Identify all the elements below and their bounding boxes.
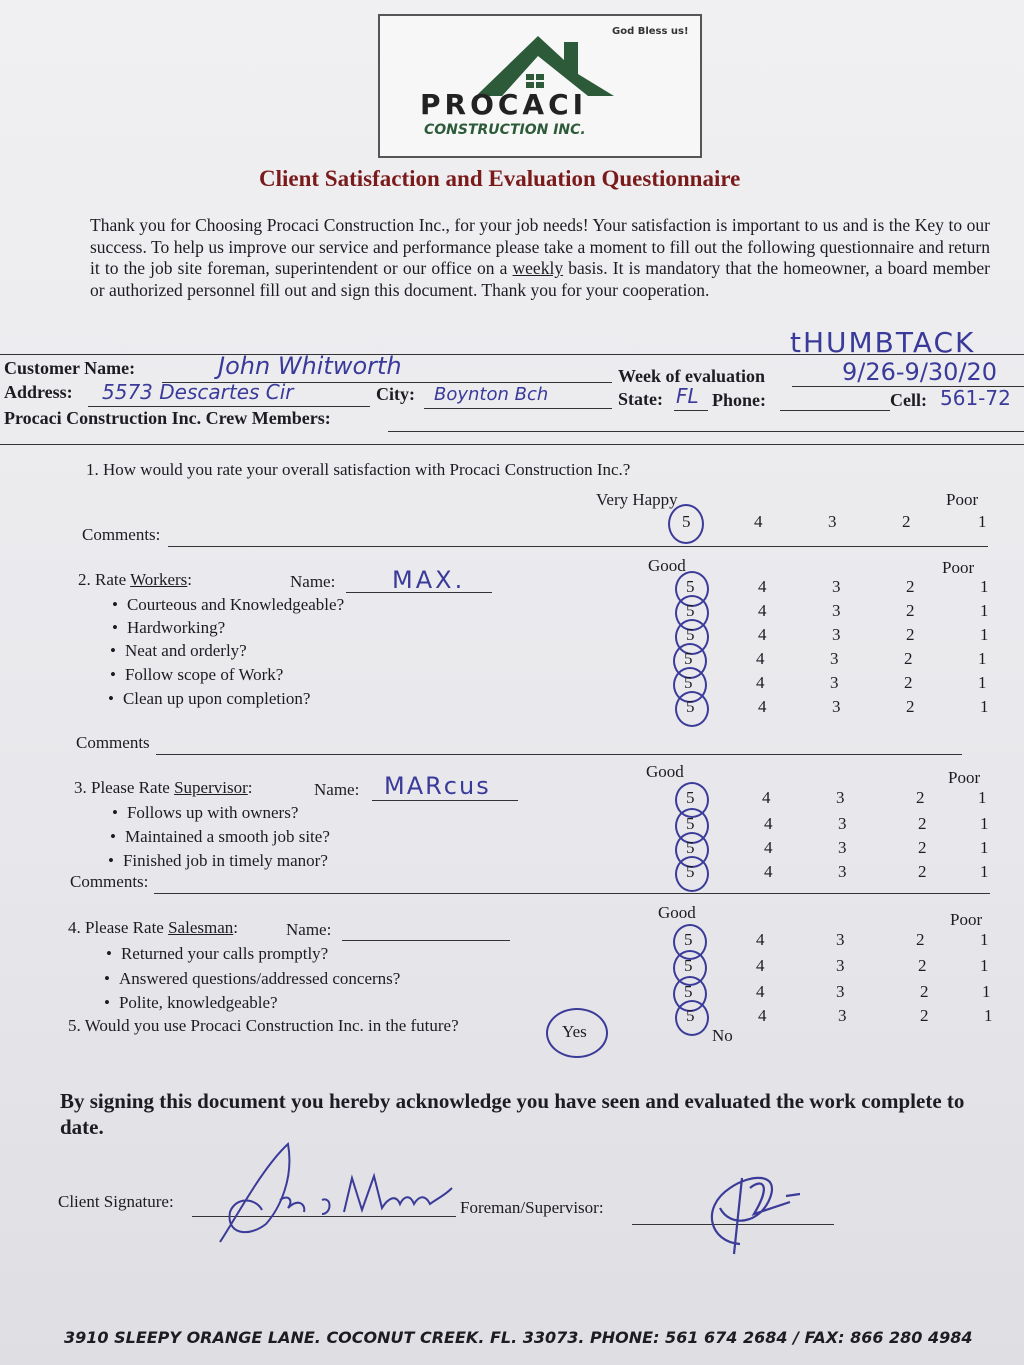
signing-statement: By signing this document you hereby acknowledge you have seen and evaluated the work complete to date.	[60, 1089, 965, 1139]
q3-item: • Follows up with owners?	[112, 803, 298, 823]
q2-rating-5[interactable]: 5	[686, 577, 695, 596]
q3-comments-line[interactable]	[154, 893, 990, 894]
foreman-label: Foreman/Supervisor:	[460, 1198, 604, 1217]
q2-rating-4[interactable]: 4	[756, 673, 765, 692]
q4-rating-4[interactable]: 4	[756, 982, 765, 1001]
q2-rating-1[interactable]: 1	[978, 649, 987, 668]
city-line	[424, 408, 612, 409]
q3-rating-2[interactable]: 2	[918, 862, 927, 881]
q4-high-label: Good	[658, 903, 696, 922]
week-value[interactable]: 9/26-9/30/20	[842, 358, 998, 386]
yes-selection-circle	[546, 1008, 608, 1058]
logo-company-name: PROCACI	[420, 88, 588, 121]
q1-low-label: Poor	[946, 490, 979, 509]
q2-rating-4[interactable]: 4	[758, 697, 767, 716]
q1-comments-line[interactable]	[168, 546, 988, 547]
cell-label: Cell:	[890, 390, 927, 410]
q4-item: • Returned your calls promptly?	[106, 944, 328, 964]
q2-item: • Courteous and Knowledgeable?	[112, 595, 344, 615]
q4-rating-3[interactable]: 3	[838, 1006, 847, 1025]
q4-item: • Polite, knowledgeable?	[104, 993, 278, 1013]
q2-rating-2[interactable]: 2	[906, 625, 915, 644]
q2-rating-4[interactable]: 4	[758, 577, 767, 596]
q1-rating-1[interactable]: 1	[978, 512, 987, 531]
q3-rating-4[interactable]: 4	[764, 862, 773, 881]
q3-rating-4[interactable]: 4	[764, 838, 773, 857]
q2-high-label: Good	[648, 556, 686, 575]
q4-name-label: Name:	[286, 920, 332, 939]
q3-rating-3[interactable]: 3	[838, 838, 847, 857]
logo-tagline: God Bless us!	[612, 26, 689, 37]
q3-rating-1[interactable]: 1	[978, 788, 987, 807]
q3-rating-3[interactable]: 3	[838, 814, 847, 833]
city-value[interactable]: Boynton Bch	[434, 384, 549, 405]
q2-item: • Follow scope of Work?	[110, 665, 283, 685]
q3-rating-5[interactable]: 5	[686, 862, 695, 881]
q3-item: • Finished job in timely manor?	[108, 851, 328, 871]
q2-rating-3[interactable]: 3	[832, 625, 841, 644]
q4-rating-1[interactable]: 1	[982, 982, 991, 1001]
logo-subtitle: CONSTRUCTION INC.	[424, 122, 586, 138]
q1-rating-5[interactable]: 5	[682, 512, 691, 531]
q3-rating-4[interactable]: 4	[762, 788, 771, 807]
selected-rating-circle	[675, 856, 709, 892]
q1-high-label: Very Happy	[596, 490, 678, 509]
q4-rating-2[interactable]: 2	[916, 930, 925, 949]
q2-item: • Clean up upon completion?	[108, 689, 310, 709]
q4-rating-2[interactable]: 2	[920, 982, 929, 1001]
q4-rating-1[interactable]: 1	[984, 1006, 993, 1025]
state-value[interactable]: FL	[676, 384, 699, 408]
q4-rating-5[interactable]: 5	[686, 1006, 695, 1025]
q3-low-label: Poor	[948, 768, 981, 787]
week-label: Week of evaluation	[618, 366, 765, 386]
q2-item: • Hardworking?	[112, 618, 225, 638]
q1-rating-2[interactable]: 2	[902, 512, 911, 531]
page-title: Client Satisfaction and Evaluation Questionnaire	[259, 166, 741, 191]
q3-text: 3. Please Rate Supervisor:	[74, 778, 253, 797]
q2-rating-5[interactable]: 5	[686, 601, 695, 620]
phone-line	[780, 410, 890, 411]
q4-rating-3[interactable]: 3	[836, 956, 845, 975]
q2-rating-2[interactable]: 2	[904, 673, 913, 692]
q3-item: • Maintained a smooth job site?	[110, 827, 330, 847]
q5-text: 5. Would you use Procaci Construction Inc. in the future?	[68, 1016, 459, 1035]
q2-comments-label: Comments	[76, 733, 150, 752]
q4-rating-1[interactable]: 1	[980, 930, 989, 949]
divider	[0, 444, 1024, 445]
state-label: State:	[618, 389, 663, 409]
q2-rating-1[interactable]: 1	[980, 697, 989, 716]
q3-name-label: Name:	[314, 780, 360, 799]
q1-comments-label: Comments:	[82, 525, 161, 544]
client-signature-image	[196, 1138, 476, 1248]
divider	[0, 354, 1024, 355]
q4-rating-5[interactable]: 5	[684, 930, 693, 949]
q3-rating-5[interactable]: 5	[686, 838, 695, 857]
q4-rating-5[interactable]: 5	[684, 982, 693, 1001]
q2-rating-1[interactable]: 1	[978, 673, 987, 692]
q2-rating-1[interactable]: 1	[980, 601, 989, 620]
phone-label: Phone:	[712, 390, 766, 410]
q4-item: • Answered questions/addressed concerns?	[104, 969, 400, 989]
q2-low-label: Poor	[942, 558, 975, 577]
selected-rating-circle	[675, 691, 709, 727]
q3-rating-3[interactable]: 3	[836, 788, 845, 807]
q2-rating-2[interactable]: 2	[904, 649, 913, 668]
q2-rating-3[interactable]: 3	[832, 697, 841, 716]
q4-rating-4[interactable]: 4	[756, 956, 765, 975]
q3-rating-1[interactable]: 1	[980, 838, 989, 857]
q2-rating-4[interactable]: 4	[758, 625, 767, 644]
q3-rating-2[interactable]: 2	[918, 838, 927, 857]
selected-rating-circle	[675, 1000, 709, 1036]
q2-rating-2[interactable]: 2	[906, 577, 915, 596]
crew-line	[388, 431, 1024, 432]
q3-rating-1[interactable]: 1	[980, 862, 989, 881]
q3-rating-2[interactable]: 2	[916, 788, 925, 807]
company-logo	[378, 14, 702, 158]
q2-rating-2[interactable]: 2	[906, 601, 915, 620]
q3-rating-1[interactable]: 1	[980, 814, 989, 833]
q4-name-line[interactable]	[342, 940, 510, 941]
q3-rating-3[interactable]: 3	[838, 862, 847, 881]
q2-rating-5[interactable]: 5	[686, 625, 695, 644]
q2-comments-line[interactable]	[156, 754, 962, 755]
q2-rating-5[interactable]: 5	[684, 673, 693, 692]
state-line	[674, 410, 708, 411]
address-value[interactable]: 5573 Descartes Cir	[102, 380, 294, 404]
q2-name-value[interactable]: MAX.	[392, 566, 466, 594]
q2-rating-3[interactable]: 3	[830, 673, 839, 692]
q4-rating-4[interactable]: 4	[758, 1006, 767, 1025]
q2-rating-5[interactable]: 5	[684, 649, 693, 668]
q2-rating-4[interactable]: 4	[756, 649, 765, 668]
q4-rating-2[interactable]: 2	[920, 1006, 929, 1025]
address-label: Address:	[4, 382, 73, 402]
q1-rating-4[interactable]: 4	[754, 512, 763, 531]
customer-name-value[interactable]: John Whitworth	[218, 352, 402, 380]
q5-yes-option[interactable]: Yes	[562, 1022, 587, 1041]
q2-rating-1[interactable]: 1	[980, 625, 989, 644]
q2-rating-3[interactable]: 3	[830, 649, 839, 668]
q3-name-line	[372, 800, 518, 801]
handwritten-note: tHUMBTACK	[790, 326, 976, 359]
q3-rating-2[interactable]: 2	[918, 814, 927, 833]
q4-rating-5[interactable]: 5	[684, 956, 693, 975]
q3-name-value[interactable]: MARcus	[384, 772, 491, 800]
q4-rating-3[interactable]: 3	[836, 982, 845, 1001]
q2-item: • Neat and orderly?	[110, 641, 247, 661]
cell-value[interactable]: 561-72	[940, 386, 1011, 410]
q4-rating-4[interactable]: 4	[756, 930, 765, 949]
intro-paragraph: Thank you for Choosing Procaci Construction Inc., for your job needs! Your satisfaction is important to us and is the Key to our success. To help us improve our service and performance please take a moment to fill out the following questionnaire and return it to the job site foreman, superintendent or our office on a weekly basis. It is mandatory that the homeowner, a board member or authorized personnel fill out and sign this document. Thank you for your cooperation.	[90, 215, 990, 300]
q4-text: 4. Please Rate Salesman:	[68, 918, 238, 937]
customer-name-label: Customer Name:	[4, 358, 136, 378]
q3-comments-label: Comments:	[70, 872, 149, 891]
client-signature-label: Client Signature:	[58, 1192, 174, 1211]
selected-rating-circle	[668, 504, 704, 544]
q2-rating-3[interactable]: 3	[832, 577, 841, 596]
q5-no-option[interactable]: No	[712, 1026, 733, 1045]
q2-rating-2[interactable]: 2	[906, 697, 915, 716]
q4-rating-3[interactable]: 3	[836, 930, 845, 949]
city-label: City:	[376, 384, 415, 404]
q2-rating-1[interactable]: 1	[980, 577, 989, 596]
address-line	[88, 406, 370, 407]
q3-rating-5[interactable]: 5	[686, 814, 695, 833]
q4-rating-1[interactable]: 1	[980, 956, 989, 975]
q3-rating-4[interactable]: 4	[764, 814, 773, 833]
q2-rating-3[interactable]: 3	[832, 601, 841, 620]
foreman-signature-image	[690, 1158, 810, 1258]
q2-text: 2. Rate Workers:	[78, 570, 193, 589]
q2-name-label: Name:	[290, 572, 336, 591]
q2-rating-5[interactable]: 5	[686, 697, 695, 716]
crew-label: Procaci Construction Inc. Crew Members:	[4, 408, 331, 428]
footer-address: 3910 SLEEPY ORANGE LANE. COCONUT CREEK. FL. 33073. PHONE: 561 674 2684 / FAX: 866 280 4984	[64, 1328, 973, 1347]
q2-rating-4[interactable]: 4	[758, 601, 767, 620]
q1-rating-3[interactable]: 3	[828, 512, 837, 531]
q4-rating-2[interactable]: 2	[918, 956, 927, 975]
q3-rating-5[interactable]: 5	[686, 788, 695, 807]
q4-low-label: Poor	[950, 910, 983, 929]
q1-text: 1. How would you rate your overall satisfaction with Procaci Construction Inc.?	[86, 460, 631, 479]
q3-high-label: Good	[646, 762, 684, 781]
